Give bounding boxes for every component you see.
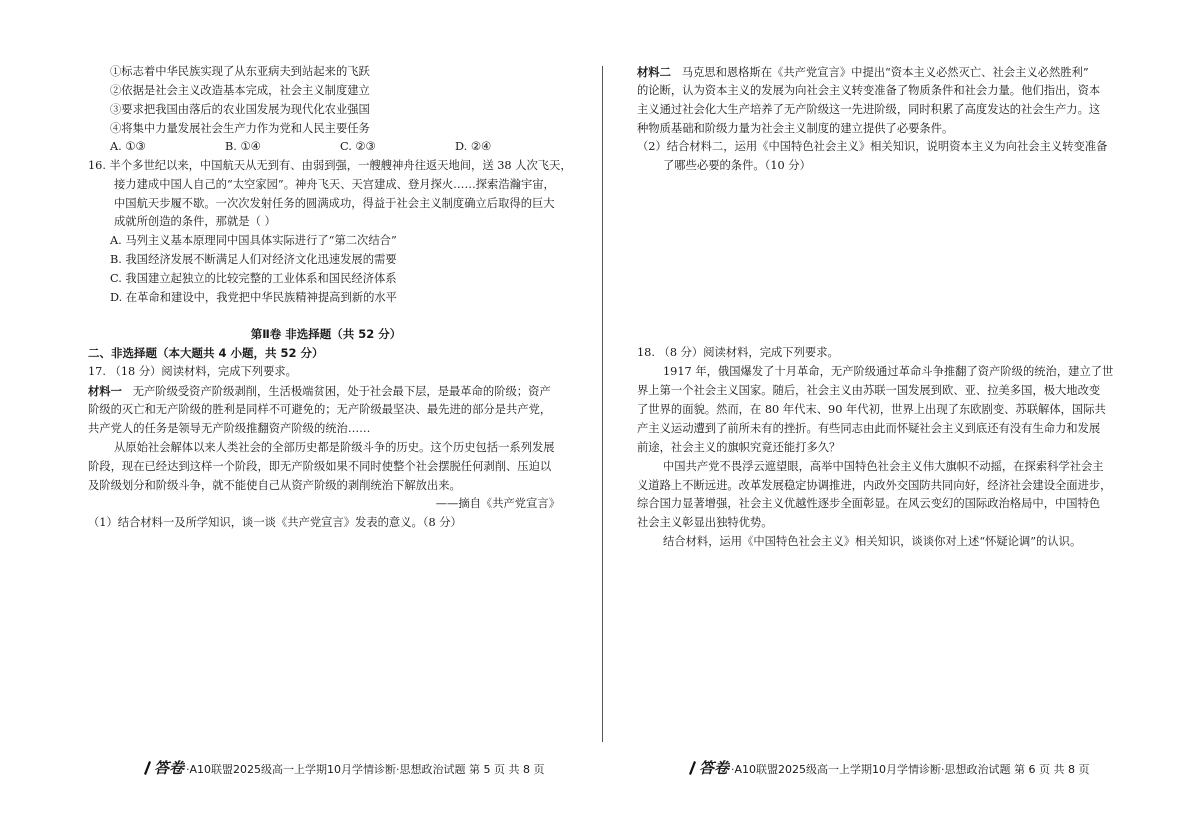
material2-line [637,63,1089,82]
footer-brand: 答卷 [154,759,185,777]
q15-choice-d[interactable]: D. ②④ [455,140,492,153]
material2-label: 材料二 [637,65,671,79]
q18-para1-line: 界上第一个社会主义国家。随后，社会主义由苏联一国发展到欧、亚、拉美多国，极大地改变 [637,384,1101,397]
q17-part1: （1）结合材料一及所学知识，谈一谈《共产党宣言》发表的意义。（8 分） [88,516,462,529]
q18-para2-line: 社会主义彰显出独特优势。 [637,516,773,529]
q17-part2: 了哪些必要的条件。（10 分） [663,159,811,172]
material1-label: 材料一 [88,384,122,398]
q18-para2-line: 义道路上不断远进。改革发展稳定协调推进，内政外交国防共同向好，经济社会建设全面进步， [637,479,1112,492]
footer-text: ·A10联盟2025级高一上学期10月学情诊断·思想政治试题 第 5 页 共 8 页 [186,763,545,776]
material1-line [88,382,551,401]
q15-choice-b[interactable]: B. ①④ [225,140,261,153]
q18-para2-line: 综合国力显著增强，社会主义优越性逐步全面彰显。在风云变幻的国际政治格局中，中国特色 [637,497,1101,510]
material1-source: ——摘自《共产党宣言》 [435,497,560,510]
q16-choice-a[interactable]: A. 马列主义基本原理同中国具体实际进行了“第二次结合” [110,234,397,247]
page-divider [602,66,603,742]
q16-stem-line: 16. 半个多世纪以来，中国航天从无到有、由弱到强，一艘艘神舟往返天地间，送 38 人次飞天， [88,159,572,172]
material2-line: 的论断，认为资本主义的发展为向社会主义转变准备了物质条件和社会力量。他们指出，资本 [637,84,1101,97]
q16-choice-c[interactable]: C. 我国建立起独立的比较完整的工业体系和国民经济体系 [110,272,397,285]
material1-para2-line: 及阶级划分和阶级斗争，就不能使自己从资产阶级的剥削统治下解放出来。 [88,479,461,492]
material2-text: 马克思和恩格斯在《共产党宣言》中提出“资本主义必然灭亡、社会主义必然胜利” [681,66,1089,79]
material2-line: 主义通过社会化大生产培养了无产阶级这一先进阶级，同时积累了高度发达的社会生产力。这 [637,103,1101,116]
q16-stem-line: 中国航天步履不歇。一次次发射任务的圆满成功，得益于社会主义制度确立后取得的巨大 [114,197,555,210]
q15-choice-a[interactable]: A. ①③ [110,140,146,153]
material1-text: 无产阶级受资产阶级剥削，生活极端贫困，处于社会最下层，是最革命的阶级；资产 [132,385,551,398]
pen-logo-icon [687,760,697,776]
q18-para2-line: 中国共产党不畏浮云遮望眼，高举中国特色社会主义伟大旗帜不动摇，在探索科学社会主 [663,460,1104,473]
material1-line: 共产党人的任务是领导无产阶级推翻资产阶级的统治…… [88,422,371,435]
q15-option-3: ③要求把我国由落后的农业国发展为现代化农业强国 [110,103,370,116]
q18-heading: 18. （8 分）阅读材料，完成下列要求。 [637,346,839,359]
material1-para2-line: 阶段，现在已经达到这样一个阶段，即无产阶级如果不同时使整个社会摆脱任何剥削、压迫以 [88,460,552,473]
q16-stem-line: 成就所创造的条件，那就是（ ） [114,215,276,228]
q17-heading: 17. （18 分）阅读材料，完成下列要求。 [88,365,297,378]
left-page [88,0,572,825]
q18-para1-line: 了世界的面貌。然而，在 80 年代末、90 年代初，世界上出现了东欧剧变、苏联解体，国际共 [637,403,1106,416]
q15-choices [110,138,570,156]
footer-brand: 答卷 [699,759,730,777]
q18-para1-line: 产主义运动遭到了前所未有的挫折。有些同志由此而怀疑社会主义到底还有没有生命力和发展 [637,422,1101,435]
q15-option-1: ①标志着中华民族实现了从东亚病夫到站起来的飞跃 [110,65,370,78]
q18-para1-line: 1917 年，俄国爆发了十月革命，无产阶级通过革命斗争推翻了资产阶级的统治，建立了世 [663,365,1114,378]
q15-option-4: ④将集中力量发展社会生产力作为党和人民主要任务 [110,122,370,135]
q17-part2: （2）结合材料二，运用《中国特色社会主义》相关知识，说明资本主义为向社会主义转变准备 [637,140,1108,153]
section-title: 第Ⅱ卷 非选择题（共 52 分） [250,327,402,341]
q18-task: 结合材料，运用《中国特色社会主义》相关知识，谈谈你对上述“怀疑论调”的认识。 [663,535,1082,548]
material1-line: 阶级的灭亡和无产阶级的胜利是同样不可避免的；无产阶级最坚决、最先进的部分是共产党， [88,403,552,416]
q16-choice-b[interactable]: B. 我国经济发展不断满足人们对经济文化迅速发展的需要 [110,253,397,266]
q16-stem-line: 接力建成中国人自己的“太空家园”。神舟飞天、天宫建成、登月探火……探索浩瀚宇宙， [114,178,555,191]
material2-line: 种物质基础和阶级力量为社会主义制度的建立提供了必要条件。 [637,122,954,135]
left-footer [142,757,545,778]
right-page [637,0,1113,825]
q18-para1-line: 前途，社会主义的旗帜究竟还能打多久？ [637,441,841,454]
q15-option-2: ②依据是社会主义改造基本完成，社会主义制度建立 [110,84,370,97]
pen-logo-icon [142,760,152,776]
footer-text: ·A10联盟2025级高一上学期10月学情诊断·思想政治试题 第 6 页 共 8 页 [731,763,1090,776]
material1-para2-line: 从原始社会解体以来人类社会的全部历史都是阶级斗争的历史。这个历史包括一系列发展 [114,441,555,454]
q16-choice-d[interactable]: D. 在革命和建设中，我党把中华民族精神提高到新的水平 [110,291,397,304]
q15-choice-c[interactable]: C. ②③ [340,140,376,153]
right-footer [687,757,1090,778]
section-heading: 二、非选择题（本大题共 4 小题，共 52 分） [88,346,324,360]
